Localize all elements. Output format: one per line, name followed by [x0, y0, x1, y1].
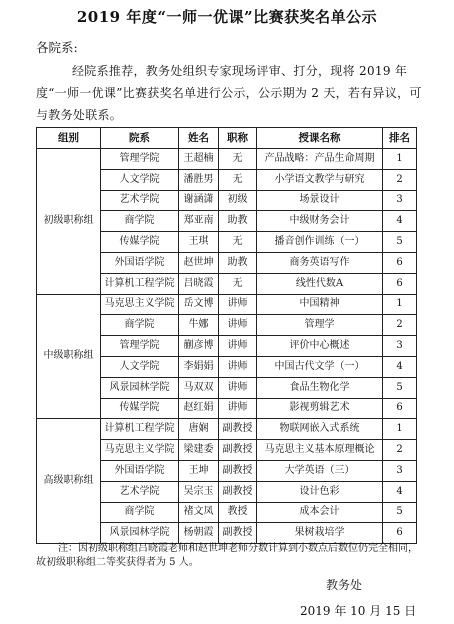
title-cell: 副教授	[219, 440, 257, 461]
group-cell: 中级职称组	[37, 294, 101, 419]
rank-cell: 2	[383, 169, 417, 190]
course-cell: 产品战略：产品生命周期	[257, 149, 383, 170]
header-name: 姓名	[179, 128, 219, 149]
rank-cell: 6	[383, 273, 417, 294]
title-cell: 讲师	[219, 356, 257, 377]
dept-cell: 商学院	[101, 502, 179, 523]
name-cell: 褚文凤	[179, 502, 219, 523]
dept-cell: 艺术学院	[101, 481, 179, 502]
name-cell: 梁建委	[179, 440, 219, 461]
rank-cell: 5	[383, 377, 417, 398]
dept-cell: 人文学院	[101, 356, 179, 377]
footnote: 注：因初级职称组吕晓霞老师和赵世坤老师分数计算到小数点后数位仍完全相同，故初级职称组二等奖获得者为 5 人。	[36, 543, 418, 568]
dept-cell: 人文学院	[101, 169, 179, 190]
rank-cell: 2	[383, 315, 417, 336]
award-table	[36, 127, 417, 544]
title-cell: 讲师	[219, 315, 257, 336]
name-cell: 郑亚南	[179, 211, 219, 232]
page-title: 2019 年度“一师一优课”比赛获奖名单公示	[76, 8, 378, 26]
issuer: 教务处	[326, 578, 363, 592]
header-course: 授课名称	[257, 128, 383, 149]
group-cell: 初级职称组	[37, 149, 101, 295]
name-cell: 王琪	[179, 232, 219, 253]
rank-cell: 4	[383, 211, 417, 232]
course-cell: 果树栽培学	[257, 523, 383, 544]
intro-paragraph: 经院系推荐，教务处组织专家现场评审、打分，现将 2019 年度“一师一优课”比赛获奖名单进行公示，公示期为 2 天，若有异议，可与教务处联系。	[36, 64, 422, 122]
name-cell: 吴宗玉	[179, 481, 219, 502]
dept-cell: 商学院	[101, 315, 179, 336]
course-cell: 商务英语写作	[257, 252, 383, 273]
group-cell: 高级职称组	[37, 419, 101, 544]
salutation: 各院系:	[36, 40, 78, 55]
dept-cell: 商学院	[101, 211, 179, 232]
course-cell: 设计色彩	[257, 481, 383, 502]
rank-cell: 1	[383, 419, 417, 440]
course-cell: 管理学	[257, 315, 383, 336]
title-cell: 讲师	[219, 398, 257, 419]
course-cell: 物联网嵌入式系统	[257, 419, 383, 440]
title-cell: 助教	[219, 211, 257, 232]
issue-date: 2019 年 10 月 15 日	[300, 604, 417, 618]
table-row	[37, 419, 417, 440]
dept-cell: 风景园林学院	[101, 523, 179, 544]
rank-cell: 2	[383, 440, 417, 461]
course-cell: 影视剪辑艺术	[257, 398, 383, 419]
rank-cell: 6	[383, 252, 417, 273]
dept-cell: 马克思主义学院	[101, 440, 179, 461]
name-cell: 吕晓霞	[179, 273, 219, 294]
name-cell: 王超楠	[179, 149, 219, 170]
name-cell: 赵世坤	[179, 252, 219, 273]
name-cell: 王坤	[179, 460, 219, 481]
dept-cell: 外国语学院	[101, 460, 179, 481]
course-cell: 中国古代文学（一）	[257, 356, 383, 377]
header-dept: 院系	[101, 128, 179, 149]
rank-cell: 6	[383, 523, 417, 544]
course-cell: 小学语文教学与研究	[257, 169, 383, 190]
dept-cell: 计算机工程学院	[101, 273, 179, 294]
table-row	[37, 149, 417, 170]
title-cell: 讲师	[219, 336, 257, 357]
course-cell: 线性代数A	[257, 273, 383, 294]
table-header-row	[37, 128, 417, 149]
header-title: 职称	[219, 128, 257, 149]
title-cell: 讲师	[219, 377, 257, 398]
title-cell: 初级	[219, 190, 257, 211]
table-row	[37, 294, 417, 315]
rank-cell: 6	[383, 398, 417, 419]
rank-cell: 5	[383, 502, 417, 523]
course-cell: 大学英语（三）	[257, 460, 383, 481]
name-cell: 谢涵潇	[179, 190, 219, 211]
name-cell: 岳文博	[179, 294, 219, 315]
rank-cell: 3	[383, 460, 417, 481]
dept-cell: 管理学院	[101, 149, 179, 170]
title-cell: 助教	[219, 252, 257, 273]
header-rank: 排名	[383, 128, 417, 149]
title-cell: 副教授	[219, 419, 257, 440]
course-cell: 中国精神	[257, 294, 383, 315]
rank-cell: 5	[383, 232, 417, 253]
title-cell: 副教授	[219, 460, 257, 481]
title-cell: 无	[219, 149, 257, 170]
name-cell: 蒯彦博	[179, 336, 219, 357]
course-cell: 成本会计	[257, 502, 383, 523]
rank-cell: 1	[383, 294, 417, 315]
dept-cell: 传媒学院	[101, 232, 179, 253]
dept-cell: 艺术学院	[101, 190, 179, 211]
title-cell: 无	[219, 273, 257, 294]
title-cell: 讲师	[219, 294, 257, 315]
rank-cell: 1	[383, 149, 417, 170]
rank-cell: 4	[383, 356, 417, 377]
course-cell: 场景设计	[257, 190, 383, 211]
name-cell: 赵红娟	[179, 398, 219, 419]
title-cell: 无	[219, 169, 257, 190]
course-cell: 中级财务会计	[257, 211, 383, 232]
course-cell: 评价中心概述	[257, 336, 383, 357]
dept-cell: 传媒学院	[101, 398, 179, 419]
name-cell: 牛娜	[179, 315, 219, 336]
title-cell: 副教授	[219, 481, 257, 502]
dept-cell: 外国语学院	[101, 252, 179, 273]
title-cell: 教授	[219, 502, 257, 523]
dept-cell: 马克思主义学院	[101, 294, 179, 315]
course-cell: 播音创作训练（一）	[257, 232, 383, 253]
name-cell: 潘胜男	[179, 169, 219, 190]
title-cell: 无	[219, 232, 257, 253]
rank-cell: 4	[383, 481, 417, 502]
name-cell: 李娟娟	[179, 356, 219, 377]
course-cell: 食品生物化学	[257, 377, 383, 398]
name-cell: 唐娴	[179, 419, 219, 440]
course-cell: 马克思主义基本原理概论	[257, 440, 383, 461]
header-group: 组别	[37, 128, 101, 149]
rank-cell: 3	[383, 190, 417, 211]
table-body	[37, 149, 417, 544]
dept-cell: 风景园林学院	[101, 377, 179, 398]
name-cell: 马双双	[179, 377, 219, 398]
name-cell: 杨朝霞	[179, 523, 219, 544]
title-cell: 副教授	[219, 523, 257, 544]
dept-cell: 计算机工程学院	[101, 419, 179, 440]
dept-cell: 管理学院	[101, 336, 179, 357]
rank-cell: 3	[383, 336, 417, 357]
